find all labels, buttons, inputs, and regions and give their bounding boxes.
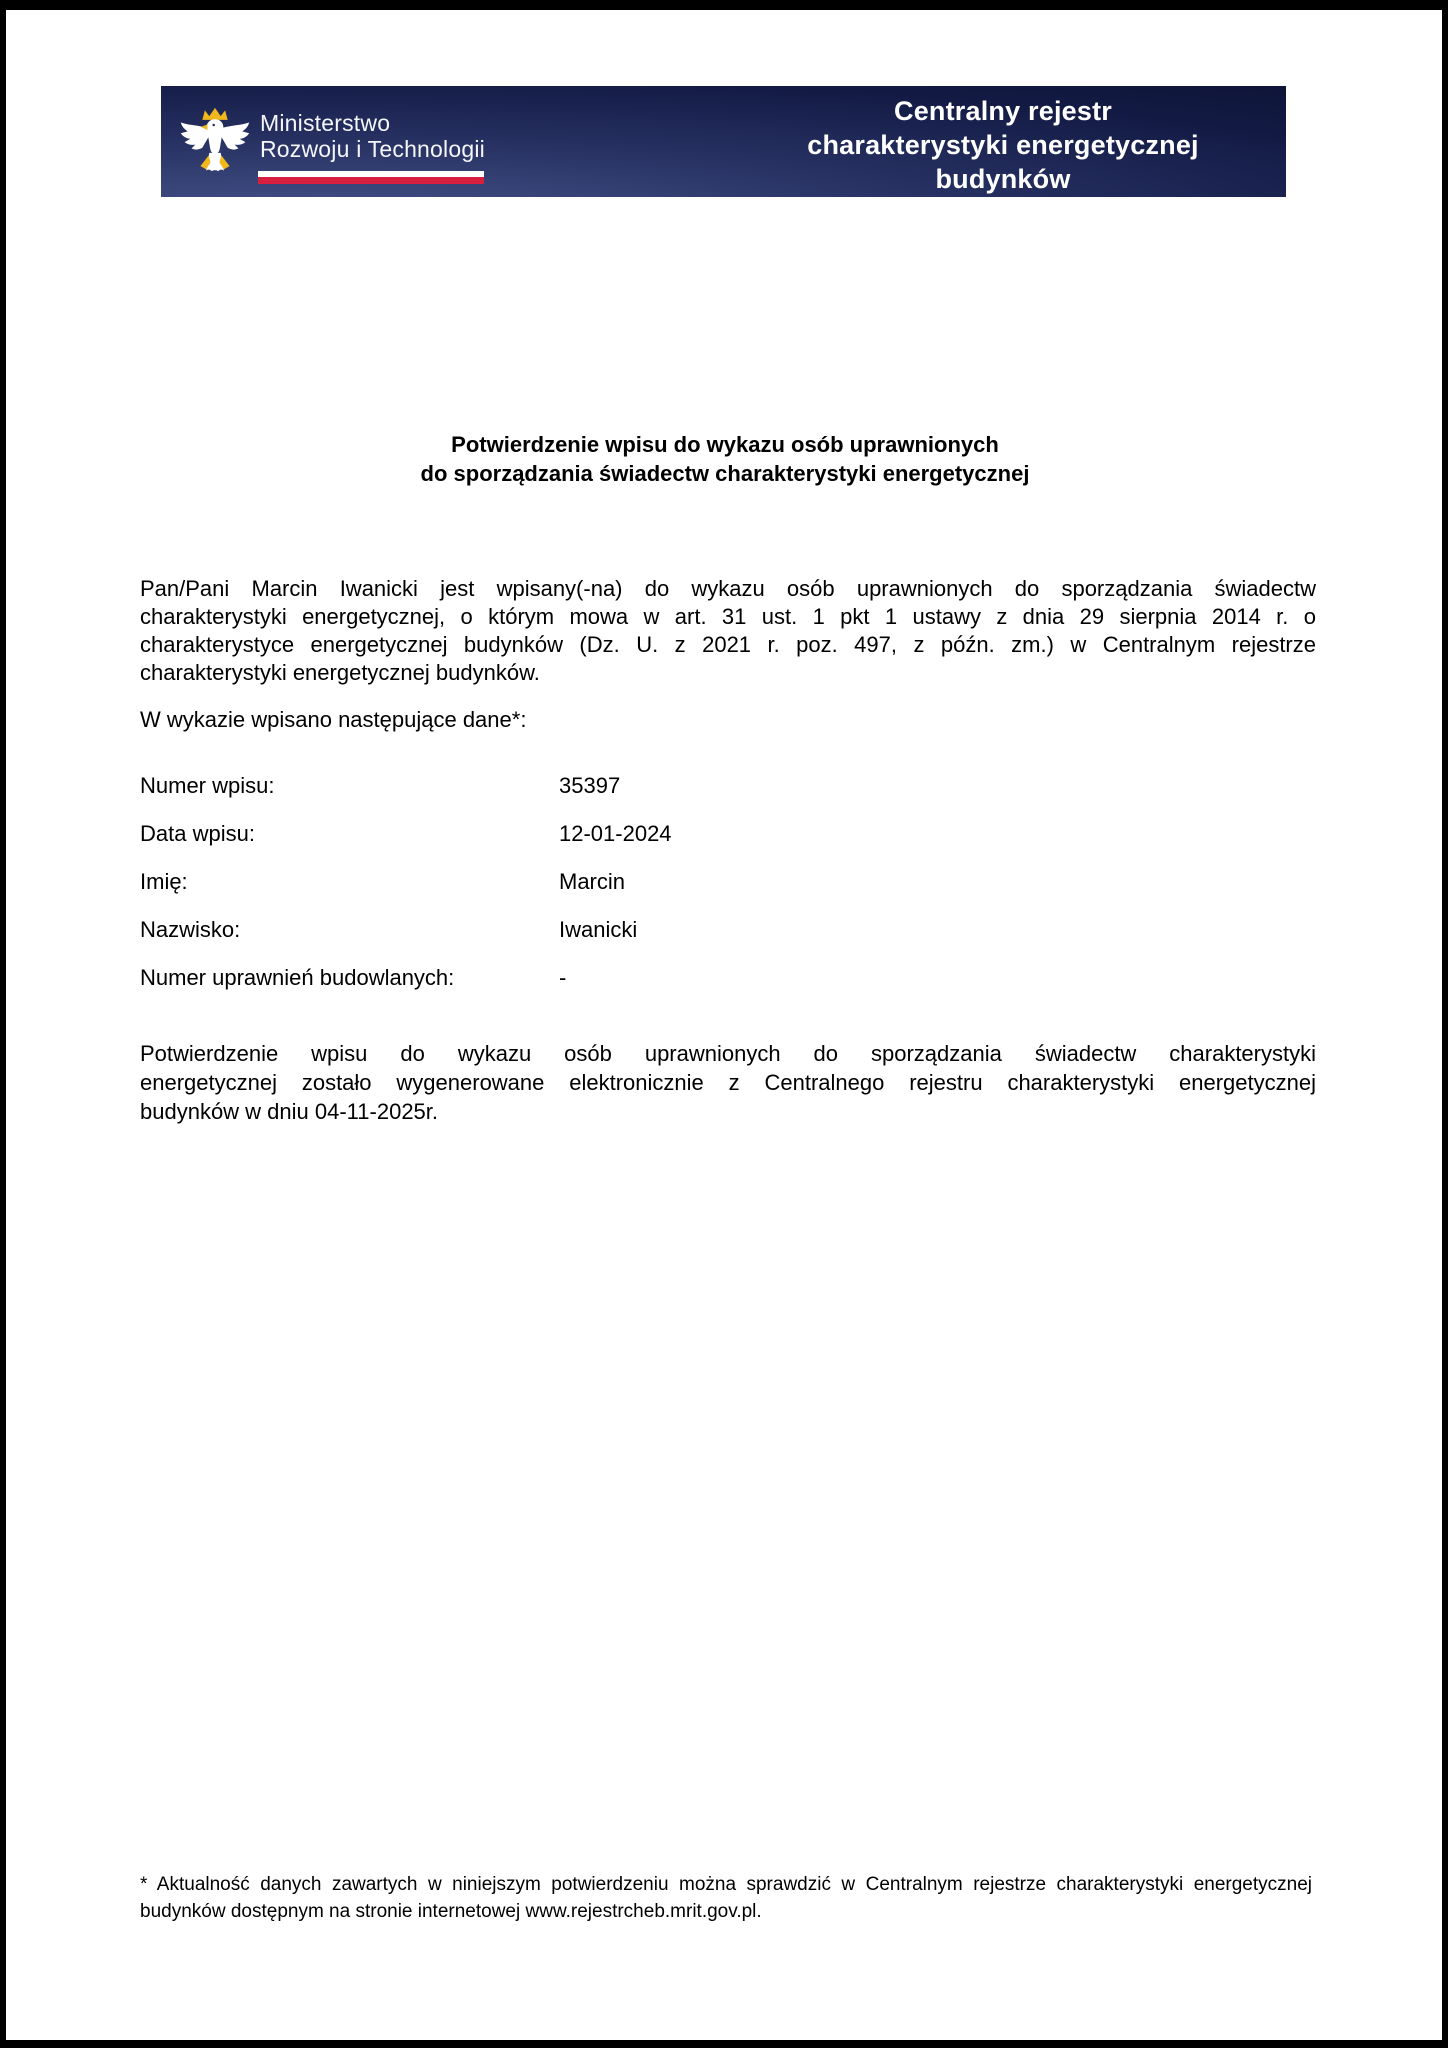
ministry-name-line2: Rozwoju i Technologii [260,136,485,162]
register-title-line1: Centralny rejestr [894,96,1112,126]
field-value: Iwanicki [559,917,638,942]
field-row-first-name [140,869,1040,917]
paragraph-line: charakterystyce energetycznej budynków (Dz. U. z 2021 r. poz. 497, z późn. zm.) w Centralnym rejestrze [140,632,1316,657]
register-title-line2: charakterystyki energetycznej [807,130,1199,160]
field-value: - [559,965,567,990]
field-label: Data wpisu: [140,821,255,846]
document-title-line1: Potwierdzenie wpisu do wykazu osób uprawnionych [451,432,999,457]
data-intro-text: W wykazie wpisano następujące dane*: [140,707,527,732]
footnote [140,1871,1312,1925]
field-label: Nazwisko: [140,917,241,942]
poland-flag-bar [258,171,484,184]
paragraph-entry-statement [140,575,1316,687]
registry-fields [140,773,1040,1013]
field-value: 35397 [559,773,621,798]
document-title [140,430,1310,488]
ministry-name-line1: Ministerstwo [260,110,391,136]
field-row-entry-date [140,821,1040,869]
paragraph-line: energetycznej zostało wygenerowane elektronicznie z Centralnego rejestru charakterystyki energetycznej [140,1070,1316,1095]
header-band [161,86,1286,197]
paragraph-line: Pan/Pani Marcin Iwanicki jest wpisany(-na) do wykazu osób uprawnionych do sporządzania świadectw [140,576,1316,601]
paragraph-line: charakterystyki energetycznej budynków. [140,660,540,685]
register-title-line3: budynków [935,164,1071,194]
field-row-building-license-number [140,965,1040,1013]
paragraph-generation-statement [140,1039,1316,1126]
footnote-line: budynków dostępnym na stronie internetowej www.rejestrcheb.mrit.gov.pl. [140,1901,762,1922]
flag-red-stripe [258,177,484,184]
field-row-entry-number [140,773,1040,821]
footnote-line: * Aktualność danych zawartych w niniejszym potwierdzeniu można sprawdzić w Centralnym rejestrze charakterystyki energetycznej [140,1874,1312,1895]
field-value: Marcin [559,869,626,894]
field-value: 12-01-2024 [559,821,672,846]
paragraph-line: Potwierdzenie wpisu do wykazu osób uprawnionych do sporządzania świadectw charakterystyki [140,1041,1316,1066]
register-title [723,94,1283,196]
field-label: Imię: [140,869,188,894]
polish-eagle-coat-of-arms-icon [177,102,253,186]
field-row-last-name [140,917,1040,965]
ministry-name [260,110,485,162]
paragraph-line: charakterystyki energetycznej, o którym mowa w art. 31 ust. 1 pkt 1 ustawy z dnia 29 sierpnia 2014 r. o [140,604,1316,629]
paragraph-line: budynków w dniu 04-11-2025r. [140,1099,439,1124]
field-label: Numer uprawnień budowlanych: [140,965,455,990]
field-label: Numer wpisu: [140,773,275,798]
document-title-line2: do sporządzania świadectw charakterystyki energetycznej [420,461,1030,486]
